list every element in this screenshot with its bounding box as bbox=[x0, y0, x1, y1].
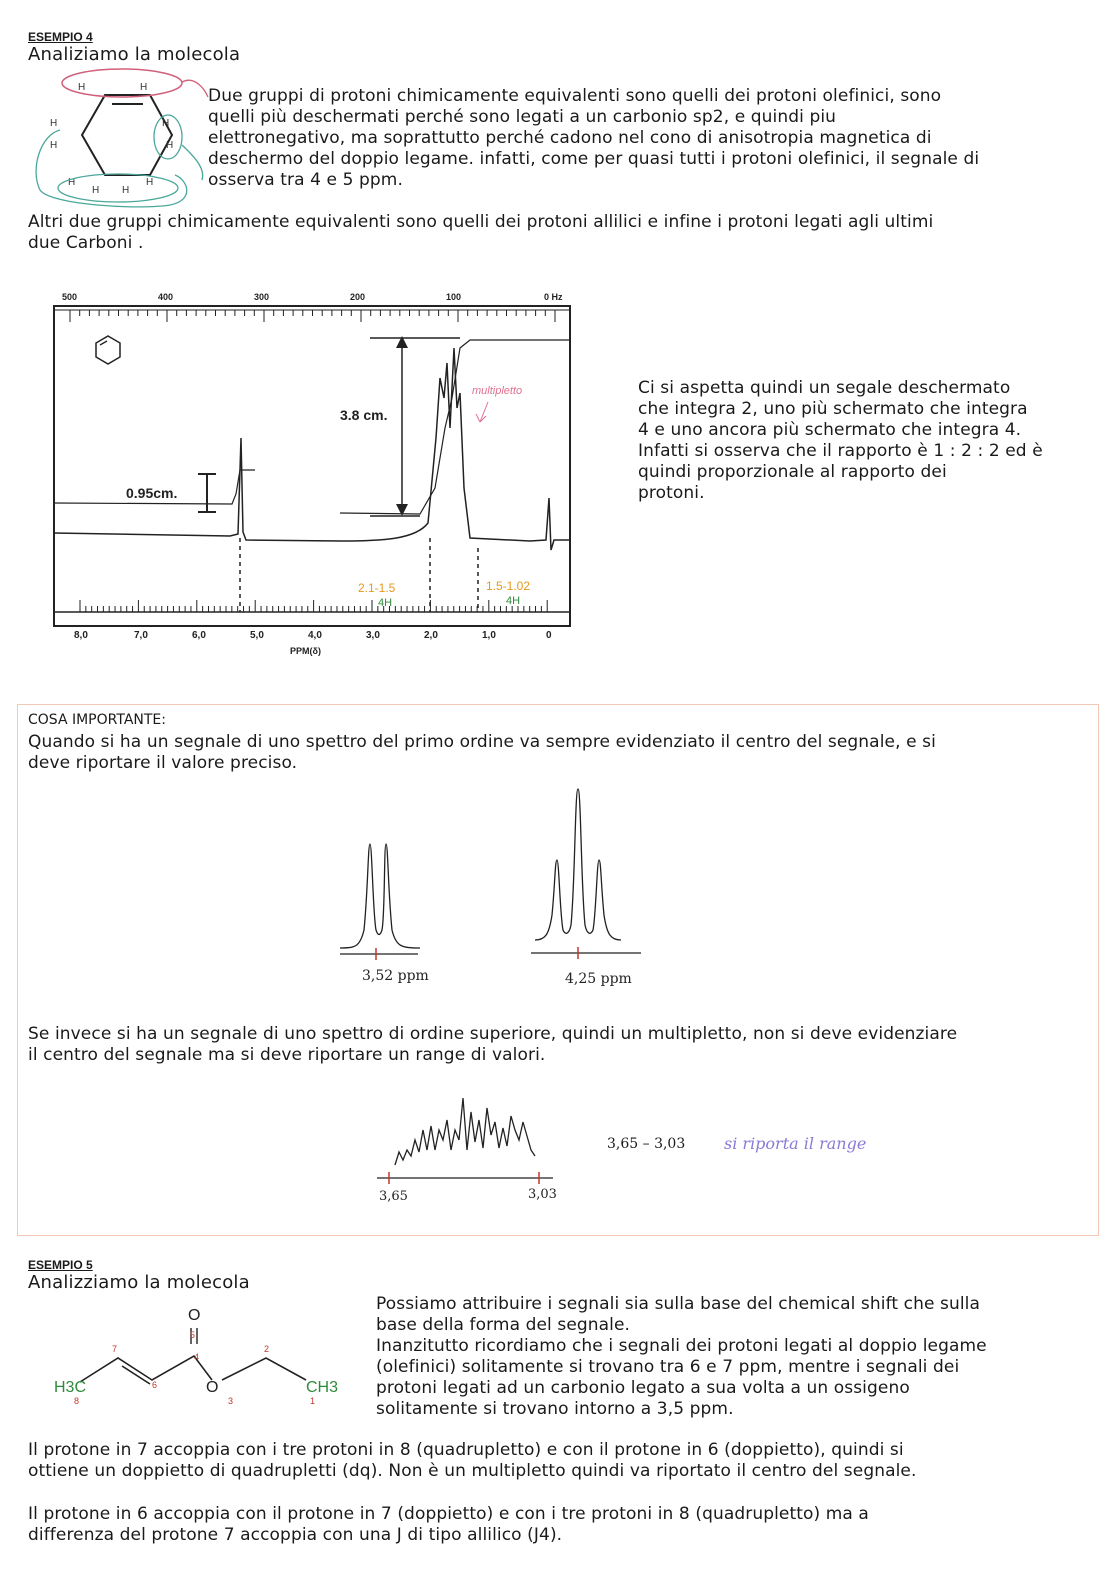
atom-number: 5 bbox=[190, 1330, 196, 1340]
example5-description: Possiamo attribuire i segnali sia sulla base del chemical shift che sulla base della forma del segnale. Inanzitutto ricordiamo che i segnali dei protoni legati al doppio legame (olefinici) solitamente si trovano tra 6 e 7 ppm, mentre i segnali dei protoni legati ad un carbonio legato a sua volta a un ossigeno solitamente si trovano intorno a 3,5 ppm. bbox=[376, 1294, 987, 1419]
atom-number: 7 bbox=[112, 1344, 118, 1354]
hz-tick-label: 200 bbox=[350, 292, 366, 302]
atom-number: 6 bbox=[152, 1380, 158, 1390]
hz-tick-label: 100 bbox=[446, 292, 462, 302]
carbonyl-oxygen: O bbox=[188, 1307, 201, 1324]
range-a-label: 2.1-1.5 bbox=[358, 581, 396, 595]
range-note: si riporta il range bbox=[724, 1134, 867, 1153]
atom-number: 3 bbox=[228, 1396, 234, 1406]
integral-small-label: 0.95cm. bbox=[126, 485, 178, 501]
range-left-value: 3,65 bbox=[379, 1189, 408, 1204]
triplet-value: 4,25 ppm bbox=[565, 971, 632, 987]
h-atom: H bbox=[68, 177, 76, 188]
multiplet-note: multipletto bbox=[472, 385, 523, 397]
triplet-signal bbox=[525, 785, 645, 995]
h-atom: H bbox=[78, 82, 86, 93]
hz-tick-label: 300 bbox=[254, 292, 270, 302]
atom-number: 2 bbox=[264, 1344, 270, 1354]
ppm-tick-label: 5,0 bbox=[250, 630, 264, 641]
example4-other-groups: Altri due gruppi chimicamente equivalenti sono quelli dei protoni allilici e infine i protoni legati agli ultimi due Carboni . bbox=[28, 212, 934, 253]
higher-order-text: Se invece si ha un segnale di uno spettro di ordine superiore, quindi un multipletto, non si deve evidenziare il centro del segnale ma si deve riportare un range di valori. bbox=[28, 1024, 958, 1065]
ppm-tick-label: 0 bbox=[546, 630, 552, 641]
example4-heading: Analiziamo la molecola bbox=[28, 44, 241, 65]
range-b-label: 1.5-1.02 bbox=[486, 579, 531, 593]
hz-tick-label: 0 Hz bbox=[544, 292, 563, 302]
ppm-tick-label: 1,0 bbox=[482, 630, 496, 641]
ppm-tick-label: 4,0 bbox=[308, 630, 322, 641]
ppm-tick-label: 3,0 bbox=[366, 630, 380, 641]
doublet-signal bbox=[340, 830, 430, 990]
example4-label: ESEMPIO 4 bbox=[28, 30, 93, 44]
h-atom: H bbox=[50, 118, 58, 129]
example5-heading: Analizziamo la molecola bbox=[28, 1272, 250, 1293]
h-atom: H bbox=[92, 185, 100, 196]
ppm-tick-label: 6,0 bbox=[192, 630, 206, 641]
cyclohexene-icon bbox=[96, 336, 120, 364]
ppm-axis-label: PPM(δ) bbox=[290, 646, 321, 656]
example5-label: ESEMPIO 5 bbox=[28, 1258, 93, 1272]
multiplet-signal bbox=[375, 1090, 575, 1210]
nmr-spectrum bbox=[40, 288, 580, 658]
ppm-tick-label: 8,0 bbox=[74, 630, 88, 641]
h-atom: H bbox=[146, 177, 154, 188]
first-order-text: Quando si ha un segnale di uno spettro del primo ordine va sempre evidenziato il centro del segnale, e si deve riportare il valore preciso. bbox=[28, 732, 936, 773]
hz-tick-label: 500 bbox=[62, 292, 78, 302]
atom-number: 1 bbox=[310, 1396, 316, 1406]
ch3-group: CH3 bbox=[306, 1379, 339, 1396]
hz-tick-label: 400 bbox=[158, 292, 174, 302]
range-a-h: 4H bbox=[378, 597, 393, 609]
ppm-tick-label: 7,0 bbox=[134, 630, 148, 641]
important-title: COSA IMPORTANTE: bbox=[28, 712, 166, 728]
ppm-tick-label: 2,0 bbox=[424, 630, 438, 641]
range-right-value: 3,03 bbox=[528, 1187, 557, 1202]
h-atom: H bbox=[50, 140, 58, 151]
h-atom: H bbox=[166, 140, 174, 151]
range-b-h: 4H bbox=[506, 595, 521, 607]
integral-large-label: 3.8 cm. bbox=[340, 407, 388, 423]
h-atom: H bbox=[162, 118, 170, 129]
ester-molecule-structure bbox=[48, 1300, 348, 1410]
h-atom: H bbox=[122, 185, 130, 196]
doublet-value: 3,52 ppm bbox=[362, 968, 429, 984]
example4-intro: Due gruppi di protoni chimicamente equivalenti sono quelli dei protoni olefinici, sono quelli più deschermati perché sono legati a un carbonio sp2, e quindi piu elettronegativo, ma soprattutto perché cadono nel cono di anisotropia magnetica di deschermo del doppio legame. infatti, come per quasi tutti i protoni olefinici, il segnale di osserva tra 4 e 5 ppm. bbox=[208, 86, 980, 190]
range-text: 3,65 – 3,03 bbox=[607, 1136, 686, 1152]
atom-number: 8 bbox=[74, 1396, 80, 1406]
spectrum-explanation: Ci si aspetta quindi un segale deschermato che integra 2, uno più schermato che integra 4 e uno ancora più schermato che integra 4. Infatti si osserva che il rapporto è 1 : 2 : 2 ed è quindi proporzionale al rapporto dei protoni. bbox=[638, 378, 1043, 503]
proton7-text: Il protone in 7 accoppia con i tre protoni in 8 (quadrupletto) e con il protone in 6 (doppietto), quindi si ottiene un doppietto di quadrupletti (dq). Non è un multipletto quindi va riportato il centro del segnale. bbox=[28, 1440, 917, 1481]
cyclohexene-structure bbox=[20, 60, 220, 210]
h-atom: H bbox=[140, 82, 148, 93]
h3c-group: H3C bbox=[54, 1379, 87, 1396]
atom-number: 4 bbox=[194, 1352, 200, 1362]
proton6-text: Il protone in 6 accoppia con il protone in 7 (doppietto) e con i tre protoni in 8 (quadrupletto) ma a differenza del protone 7 accoppia con una J di tipo allilico (J4). bbox=[28, 1504, 869, 1545]
ester-oxygen: O bbox=[206, 1379, 219, 1396]
